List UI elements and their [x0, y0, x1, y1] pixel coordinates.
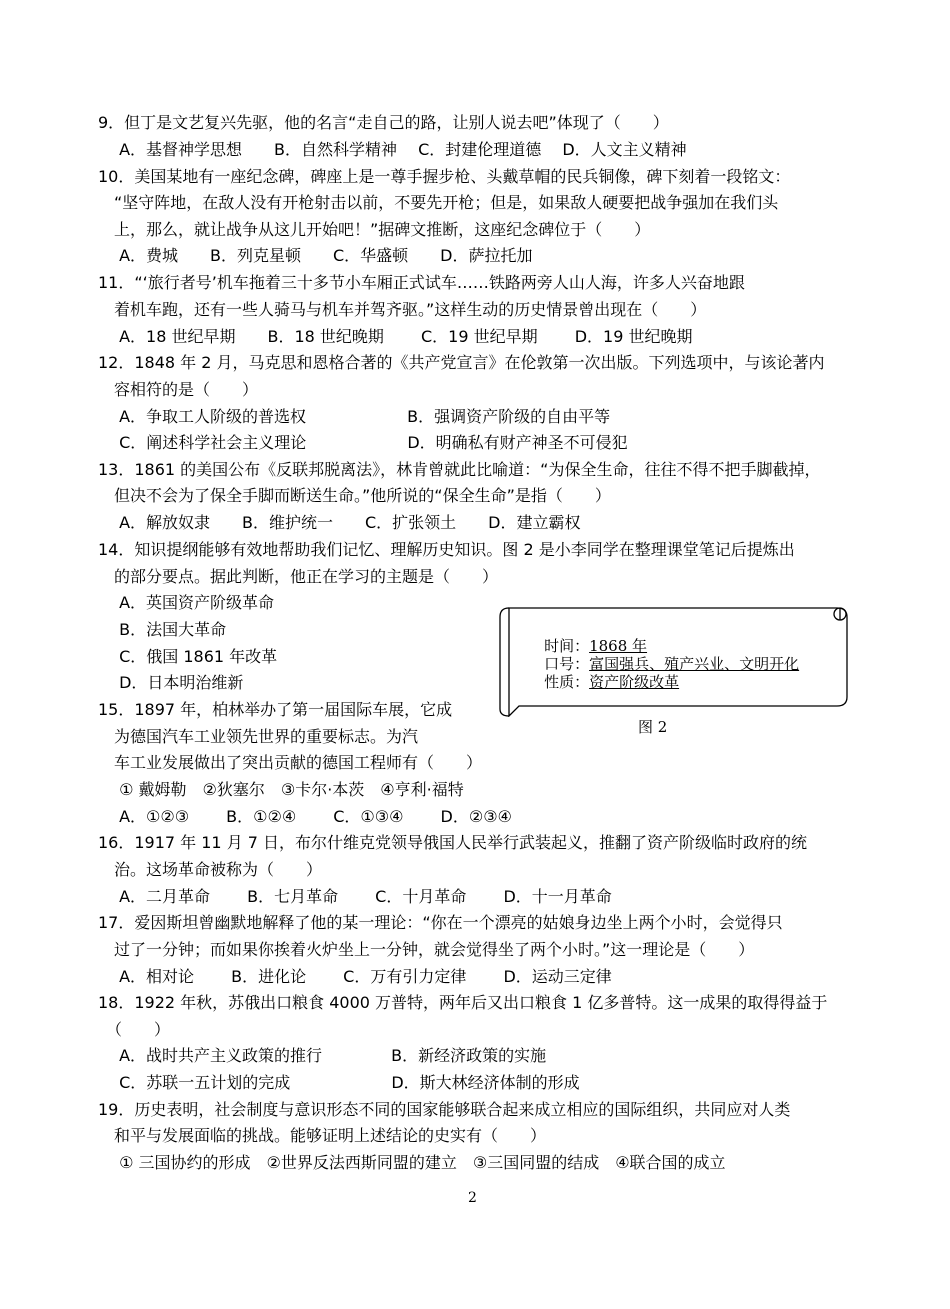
figure-nature-value: 资产阶级改革: [589, 673, 680, 691]
q15-line-2: 为德国汽车工业领先世界的重要标志。为汽: [98, 727, 419, 746]
q11-line-3: A．18 世纪早期 B．18 世纪晚期 C．19 世纪早期 D．19 世纪晚期: [98, 327, 693, 346]
q10-line-1: 10．美国某地有一座纪念碑，碑座上是一尊手握步枪、头戴草帽的民兵铜像，碑下刻着一段铭文：: [98, 167, 791, 186]
q13-line-2: 但决不会为了保全手脚而断送生命。”他所说的“保全生命”是指（ ）: [98, 486, 611, 505]
q14-option-d: D．日本明治维新: [98, 673, 244, 692]
q18-line-4: C．苏联一五计划的完成 D．斯大林经济体制的形成: [98, 1073, 580, 1092]
q13-line-3: A．解放奴隶 B．维护统一 C．扩张领土 D．建立霸权: [98, 513, 581, 532]
q14-line-1: 14．知识提纲能够有效地帮助我们记忆、理解历史知识。图 2 是小李同学在整理课堂笔记后提炼出: [98, 540, 795, 559]
q19-line-3: ① 三国协约的形成 ②世界反法西斯同盟的建立 ③三国同盟的结成 ④联合国的成立: [98, 1153, 726, 1172]
q15-line-4: ① 戴姆勒 ②狄塞尔 ③卡尔·本茨 ④亨利·福特: [98, 780, 464, 799]
page-number: 2: [468, 1190, 477, 1206]
q16-line-2: 治。这场革命被称为（ ）: [98, 860, 323, 879]
q16-line-3: A．二月革命 B．七月革命 C．十月革命 D．十一月革命: [98, 887, 612, 906]
q10-line-3: 上，那么，就让战争从这儿开始吧！”据碑文推断，这座纪念碑位于（ ）: [98, 220, 651, 239]
figure-slogan-label: 口号：: [544, 655, 590, 673]
q18-line-3: A．战时共产主义政策的推行 B．新经济政策的实施: [98, 1046, 547, 1065]
figure-row-nature: [525, 655, 679, 709]
q9-line-2: A．基督神学思想 B．自然科学精神 C．封建伦理道德 D．人文主义精神: [98, 140, 687, 159]
figure-2-scroll: [497, 605, 849, 713]
figure-caption: 图 2: [638, 718, 668, 736]
q12-line-2: 容相符的是（ ）: [98, 380, 259, 399]
q14-option-a: A．英国资产阶级革命: [98, 593, 275, 612]
q12-line-1: 12．1848 年 2 月，马克思和恩格合著的《共产党宣言》在伦敦第一次出版。下列选项中，与该论著内: [98, 353, 825, 372]
q17-line-3: A．相对论 B．进化论 C．万有引力定律 D．运动三定律: [98, 967, 612, 986]
figure-nature-label: 性质：: [544, 673, 590, 691]
q15-line-1: 15．1897 年，柏林举办了第一届国际车展，它成: [98, 700, 453, 719]
q17-line-1: 17．爱因斯坦曾幽默地解释了他的某一理论：“你在一个漂亮的姑娘身边坐上两个小时，会觉得只: [98, 913, 783, 932]
q19-line-1: 19．历史表明，社会制度与意识形态不同的国家能够联合起来成立相应的国际组织，共同应对人类: [98, 1100, 791, 1119]
q10-line-4: A．费城 B．列克星顿 C．华盛顿 D．萨拉托加: [98, 246, 533, 265]
q12-line-4: C．阐述科学社会主义理论 D．明确私有财产神圣不可侵犯: [98, 433, 628, 452]
q16-line-1: 16．1917 年 11 月 7 日，布尔什维克党领导俄国人民举行武装起义，推翻了资产阶级临时政府的统: [98, 833, 808, 852]
q9-line-1: 9．但丁是文艺复兴先驱，他的名言“走自己的路，让别人说去吧”体现了（ ）: [98, 113, 669, 132]
figure-time-label: 时间：: [544, 637, 590, 655]
q14-line-2: 的部分要点。据此判断，他正在学习的主题是（ ）: [98, 567, 499, 586]
q12-line-3: A．争取工人阶级的普选权 B．强调资产阶级的自由平等: [98, 407, 611, 426]
q19-line-2: 和平与发展面临的挑战。能够证明上述结论的史实有（ ）: [98, 1126, 547, 1145]
q13-line-1: 13．1861 的美国公布《反联邦脱离法》，林肯曾就此比喻道：“为保全生命，往往不得不把手脚截掉，: [98, 460, 821, 479]
q17-line-2: 过了一分钟；而如果你挨着火炉坐上一分钟，就会觉得坐了两个小时。”这一理论是（ ）: [98, 940, 755, 959]
q18-line-2: （ ）: [98, 1020, 171, 1039]
figure-time-value: 1868 年: [589, 637, 648, 655]
q18-line-1: 18．1922 年秋，苏俄出口粮食 4000 万普特，两年后又出口粮食 1 亿多普特。这一成果的取得得益于: [98, 993, 828, 1012]
q11-line-2: 着机车跑，还有一些人骑马与机车并驾齐驱。”这样生动的历史情景曾出现在（ ）: [98, 300, 707, 319]
figure-slogan-value: 富国强兵、殖产兴业、文明开化: [589, 655, 800, 673]
q11-line-1: 11．“‘旅行者号’机车拖着三十多节小车厢正式试车……铁路两旁人山人海，许多人兴奋地跟: [98, 273, 745, 292]
q15-line-3: 车工业发展做出了突出贡献的德国工程师有（ ）: [98, 753, 483, 772]
q15-line-5: A．①②③ B．①②④ C．①③④ D．②③④: [98, 807, 512, 826]
q14-option-b: B．法国大革命: [98, 620, 227, 639]
q14-option-c: C．俄国 1861 年改革: [98, 647, 278, 666]
q10-line-2: “坚守阵地，在敌人没有开枪射击以前，不要先开枪；但是，如果敌人硬要把战争强加在我们头: [98, 193, 779, 212]
